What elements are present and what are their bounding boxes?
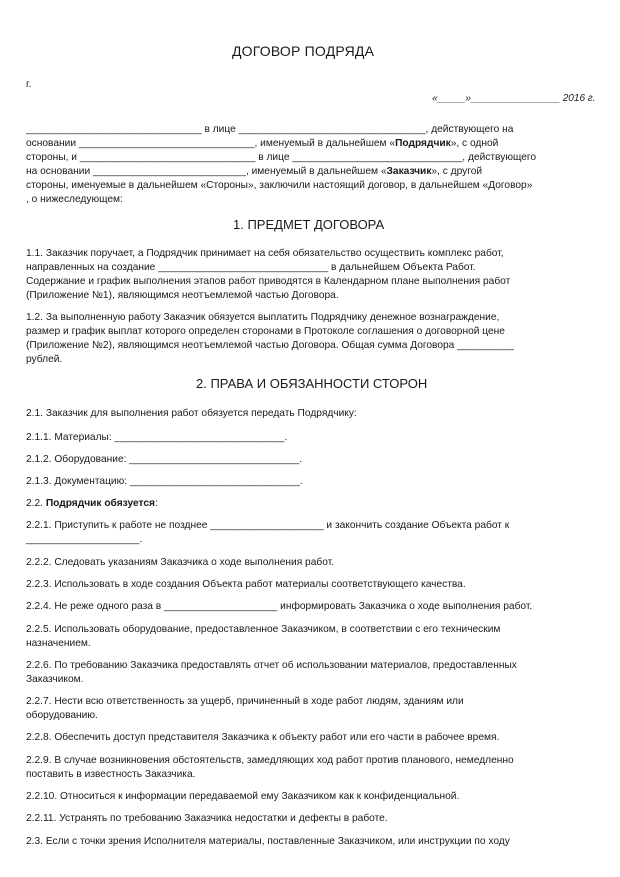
date-line: «_____»________________ 2016 г. xyxy=(432,93,596,104)
clause-2-1: 2.1. Заказчик для выполнения работ обязуется передать Подрядчику: xyxy=(26,408,357,419)
section-1-heading: 1. ПРЕДМЕТ ДОГОВОРА xyxy=(233,217,385,232)
clause-2-2-4: 2.2.4. Не реже одного раза в ____________________ информировать Заказчика о ходе выполнения работ. xyxy=(26,601,533,612)
clause-2-2 xyxy=(26,498,158,510)
clause-2-2-1: 2.2.1. Приступить к работе не позднее ____________________ и закончить создание Объекта работ к xyxy=(26,520,510,531)
clause-1-2: 1.2. За выполненную работу Заказчик обязуется выплатить Подрядчику денежное вознаграждение, xyxy=(26,312,500,323)
document-title: ДОГОВОР ПОДРЯДА xyxy=(232,43,375,59)
clause-1-2: рублей. xyxy=(26,354,63,365)
clause-2-2-9: поставить в известность Заказчика. xyxy=(26,769,196,780)
preamble-line: _______________________________ в лице _________________________________, действующего на xyxy=(26,124,514,135)
clause-2-2-11: 2.2.11. Устранять по требованию Заказчика недостатки и дефекты в работе. xyxy=(26,813,388,824)
contractor-term: Подрядчик xyxy=(395,138,451,149)
preamble-line xyxy=(26,138,498,150)
clause-2-2-1: ____________________. xyxy=(26,534,143,545)
clause-2-2-6: 2.2.6. По требованию Заказчика предоставлять отчет об использовании материалов, предоставленных xyxy=(26,660,517,671)
clause-2-1-3: 2.1.3. Документацию: ______________________________. xyxy=(26,476,303,487)
clause-2-3: 2.3. Если с точки зрения Исполнителя материалы, поставленные Заказчиком, или инструкции по ходу xyxy=(26,836,510,847)
clause-2-2-8: 2.2.8. Обеспечить доступ представителя Заказчика к объекту работ или его части в рабочее время. xyxy=(26,732,500,743)
clause-1-1: направленных на создание ______________________________ в дальнейшем Объекта Работ. xyxy=(26,262,476,273)
clause-1-1: Содержание и график выполнения этапов работ приводятся в Календарном плане выполнения работ xyxy=(26,276,511,287)
clause-1-2: размер и график выплат которого определен сторонами в Протоколе соглашения о договорной цене xyxy=(26,326,505,337)
clause-2-2-3: 2.2.3. Использовать в ходе создания Объекта работ материалы соответствующего качества. xyxy=(26,579,466,590)
preamble-line: стороны, и _______________________________ в лице ______________________________, действующего xyxy=(26,152,537,163)
clause-1-2: (Приложение №2), являющимся неотъемлемой частью Договора. Общая сумма Договора __________ xyxy=(26,340,514,351)
preamble-text: », с другой xyxy=(431,166,483,177)
city-line: г. xyxy=(26,79,32,90)
preamble-line xyxy=(26,166,482,178)
clause-2-2-5: 2.2.5. Использовать оборудование, предоставленное Заказчиком, в соответствии с его техническим xyxy=(26,624,501,635)
clause-2-2-7: 2.2.7. Нести всю ответственность за ущерб, причиненный в ходе работ людям, зданиям или xyxy=(26,696,464,707)
preamble-line: , о нижеследующем: xyxy=(26,194,123,205)
clause-2-2-5: назначением. xyxy=(26,638,91,649)
clause-2-2-9: 2.2.9. В случае возникновения обстоятельств, замедляющих ход работ против планового, немедленно xyxy=(26,755,514,766)
clause-1-1: (Приложение №1), являющимся неотъемлемой частью Договора. xyxy=(26,290,339,301)
clause-2-2-6: Заказчиком. xyxy=(26,674,84,685)
clause-2-1-1: 2.1.1. Материалы: ______________________________. xyxy=(26,432,288,443)
preamble-text: », с одной xyxy=(450,138,499,149)
clause-number: 2.2. xyxy=(26,498,43,509)
clause-1-1: 1.1. Заказчик поручает, а Подрядчик принимает на себя обязательство осуществить комплекс работ, xyxy=(26,248,504,259)
clause-colon: : xyxy=(155,498,158,509)
clause-2-1-2: 2.1.2. Оборудование: ______________________________. xyxy=(26,454,303,465)
clause-2-2-7: оборудованию. xyxy=(26,710,98,721)
clause-2-2-2: 2.2.2. Следовать указаниям Заказчика о ходе выполнения работ. xyxy=(26,557,335,568)
preamble-text: основании _______________________________, именуемый в дальнейшем « xyxy=(26,138,396,149)
preamble-text: на основании ___________________________, именуемый в дальнейшем « xyxy=(26,166,387,177)
clause-2-2-10: 2.2.10. Относиться к информации передаваемой ему Заказчиком как к конфиденциальной. xyxy=(26,791,460,802)
clause-heading-bold: Подрядчик обязуется xyxy=(45,498,155,509)
section-2-heading: 2. ПРАВА И ОБЯЗАННОСТИ СТОРОН xyxy=(196,376,428,391)
customer-term: Заказчик xyxy=(386,166,432,177)
preamble-line: стороны, именуемые в дальнейшем «Стороны», заключили настоящий договор, в дальнейшем «Договор» xyxy=(26,180,533,191)
